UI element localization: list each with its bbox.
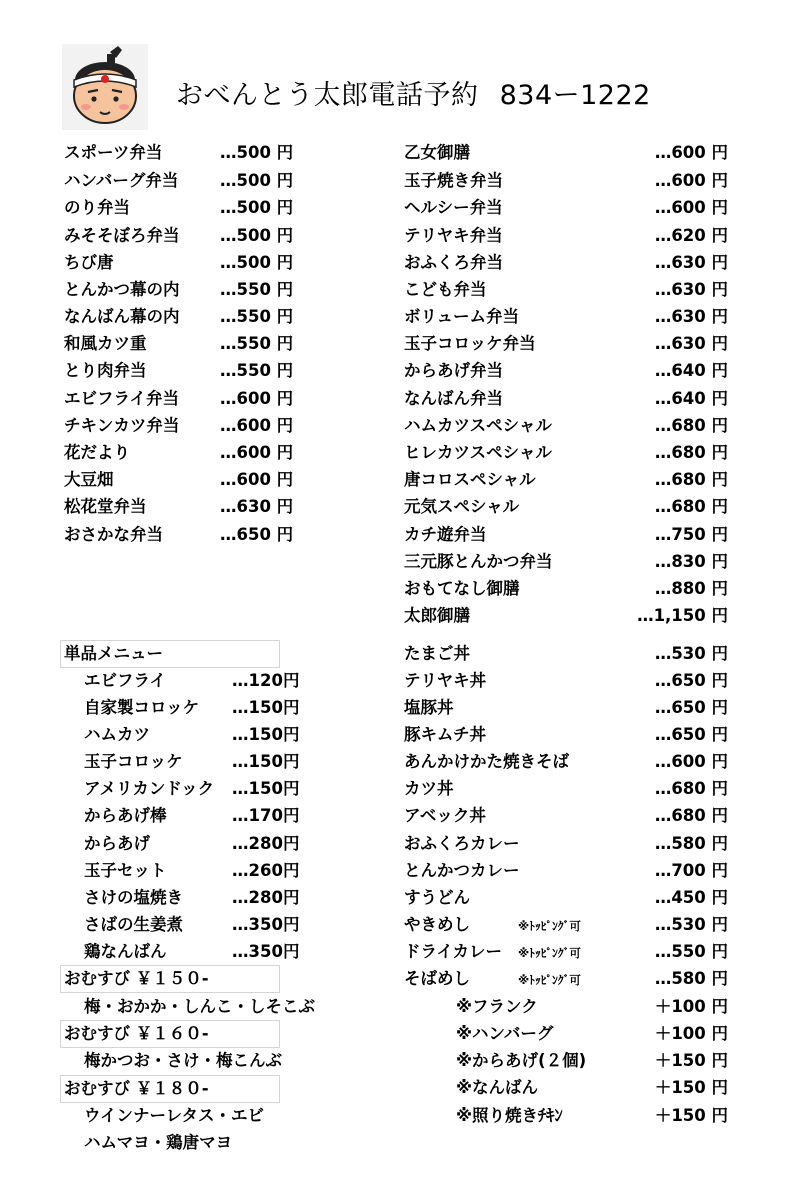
topping-item: ※なんばん — [456, 1078, 539, 1097]
menu-price: …680 円 — [654, 779, 728, 798]
menu-price: …880 円 — [654, 579, 728, 598]
menu-item: 豚キムチ丼 — [404, 725, 487, 744]
menu-price: …600 円 — [220, 470, 294, 489]
menu-price: …750 円 — [654, 525, 728, 544]
shop-title — [176, 73, 651, 112]
phone-number: 834ー1222 — [499, 80, 651, 111]
menu-item: 乙女御膳 — [404, 143, 470, 162]
menu-price: …550 円 — [220, 280, 294, 299]
menu-item: アベック丼 — [404, 806, 486, 825]
menu-item: ヒレカツスペシャル — [404, 443, 552, 462]
omusubi-heading: おむすび ￥１８０- — [60, 1075, 280, 1103]
menu-item: スポーツ弁当 — [64, 143, 163, 162]
menu-item: やきめし — [404, 915, 470, 934]
menu-item: ヘルシー弁当 — [404, 198, 503, 217]
menu-item: おもてなし御膳 — [404, 579, 520, 598]
menu-item: テリヤキ丼 — [404, 671, 487, 690]
omusubi-fillings: ハムマヨ・鶏唐マヨ — [84, 1133, 233, 1152]
menu-item: なんばん幕の内 — [64, 307, 180, 326]
menu-price: …600 円 — [220, 443, 294, 462]
menu-item: 和風カツ重 — [64, 334, 147, 353]
menu-price: …500 円 — [220, 226, 294, 245]
menu-price: …680 円 — [654, 470, 728, 489]
menu-price: …650 円 — [654, 698, 728, 717]
menu-item: ハンバーグ弁当 — [64, 171, 179, 190]
menu-item: ハムカツスペシャル — [404, 416, 552, 435]
topping-note: ※ﾄｯﾋﾟﾝｸﾞ可 — [518, 973, 581, 987]
menu-price: …830 円 — [654, 552, 728, 571]
menu-item: 太郎御膳 — [404, 606, 470, 625]
menu-price: …630 円 — [654, 280, 728, 299]
menu-item: 花だより — [64, 443, 130, 462]
menu-item: カチ遊弁当 — [404, 525, 487, 544]
menu-item: 玉子コロッケ弁当 — [404, 334, 536, 353]
menu-price: …680 円 — [654, 497, 728, 516]
menu-price: …640 円 — [654, 361, 728, 380]
menu-item: たまご丼 — [404, 644, 470, 663]
menu-item: 大豆畑 — [64, 470, 114, 489]
menu-price: …600 円 — [654, 198, 728, 217]
menu-item: さけの塩焼き — [84, 888, 183, 907]
taro-mascot-logo — [62, 44, 148, 130]
menu-price: …530 円 — [654, 915, 728, 934]
menu-item: テリヤキ弁当 — [404, 226, 503, 245]
menu-item: ちび唐 — [64, 253, 114, 272]
menu-price: …170円 — [232, 806, 300, 825]
menu-price: …550 円 — [654, 942, 728, 961]
menu-item: カツ丼 — [404, 779, 454, 798]
menu-price: …580 円 — [654, 834, 728, 853]
menu-price: …630 円 — [654, 307, 728, 326]
menu-item: 玉子焼き弁当 — [404, 171, 503, 190]
menu-item: 鶏なんばん — [84, 942, 167, 961]
menu-price: …680 円 — [654, 806, 728, 825]
menu-item: みそそぼろ弁当 — [64, 226, 180, 245]
menu-price: …150円 — [232, 779, 300, 798]
menu-item: 唐コロスペシャル — [404, 470, 536, 489]
topping-price: ＋150 円 — [654, 1078, 728, 1097]
menu-price: …500 円 — [220, 253, 294, 272]
menu-price: …650 円 — [654, 725, 728, 744]
shop-name: おべんとう太郎電話予約 — [176, 80, 479, 111]
menu-price: …600 円 — [654, 752, 728, 771]
menu-item: さばの生姜煮 — [84, 915, 183, 934]
topping-item: ※照り焼きﾁｷﾝ — [456, 1106, 563, 1125]
menu-price: …150円 — [232, 752, 300, 771]
topping-item: ※からあげ(２個) — [456, 1051, 587, 1070]
menu-price: …500 円 — [220, 171, 294, 190]
menu-item: なんばん弁当 — [404, 389, 503, 408]
menu-item: からあげ弁当 — [404, 361, 503, 380]
menu-item: 玉子セット — [84, 861, 167, 880]
menu-price: …500 円 — [220, 143, 294, 162]
menu-price: …280円 — [232, 888, 300, 907]
menu-item: ハムカツ — [84, 725, 150, 744]
menu-price: …1,150 円 — [637, 606, 728, 625]
menu-item: ボリューム弁当 — [404, 307, 520, 326]
omusubi-heading: おむすび ￥１６０- — [60, 1020, 280, 1048]
menu-item: エビフライ弁当 — [64, 389, 180, 408]
menu-price: …120円 — [232, 671, 300, 690]
menu-price: …630 円 — [654, 334, 728, 353]
menu-item: 元気スペシャル — [404, 497, 520, 516]
menu-item: とんかつ幕の内 — [64, 280, 180, 299]
menu-item: おさかな弁当 — [64, 525, 163, 544]
menu-item: アメリカンドック — [84, 779, 215, 798]
menu-price: …600 円 — [220, 416, 294, 435]
menu-price: …630 円 — [220, 497, 294, 516]
menu-item: おふくろカレー — [404, 834, 520, 853]
menu-price: …600 円 — [654, 171, 728, 190]
menu-item: すうどん — [404, 888, 470, 907]
menu-item: エビフライ — [84, 671, 167, 690]
omusubi-fillings: ウインナーレタス・エビ — [84, 1106, 265, 1125]
menu-price: …450 円 — [654, 888, 728, 907]
menu-item: チキンカツ弁当 — [64, 416, 180, 435]
menu-item: おふくろ弁当 — [404, 253, 503, 272]
topping-price: ＋150 円 — [654, 1106, 728, 1125]
menu-price: …530 円 — [654, 644, 728, 663]
menu-price: …500 円 — [220, 198, 294, 217]
menu-price: …630 円 — [654, 253, 728, 272]
menu-item: 玉子コロッケ — [84, 752, 183, 771]
topping-price: ＋100 円 — [654, 1024, 728, 1043]
topping-price: ＋150 円 — [654, 1051, 728, 1070]
menu-item: とり肉弁当 — [64, 361, 147, 380]
menu-price: …600 円 — [220, 389, 294, 408]
menu-item: のり弁当 — [64, 198, 130, 217]
omusubi-heading: おむすび ￥１５０- — [60, 965, 280, 993]
menu-price: …550 円 — [220, 361, 294, 380]
menu-item: 自家製コロッケ — [84, 698, 200, 717]
topping-note: ※ﾄｯﾋﾟﾝｸﾞ可 — [518, 919, 581, 933]
menu-item: からあげ — [84, 834, 150, 853]
menu-price: …280円 — [232, 834, 300, 853]
menu-price: …150円 — [232, 725, 300, 744]
menu-item: からあげ棒 — [84, 806, 167, 825]
menu-price: …650 円 — [220, 525, 294, 544]
topping-item: ※ハンバーグ — [456, 1024, 554, 1043]
menu-item: ドライカレー — [404, 942, 503, 961]
menu-price: …680 円 — [654, 416, 728, 435]
menu-price: …680 円 — [654, 443, 728, 462]
omusubi-fillings: 梅・おかか・しんこ・しそこぶ — [84, 997, 315, 1016]
menu-price: …640 円 — [654, 389, 728, 408]
menu-price: …350円 — [232, 942, 300, 961]
menu-price: …650 円 — [654, 671, 728, 690]
menu-item: 松花堂弁当 — [64, 497, 147, 516]
topping-price: ＋100 円 — [654, 997, 728, 1016]
topping-note: ※ﾄｯﾋﾟﾝｸﾞ可 — [518, 946, 581, 960]
menu-price: …260円 — [232, 861, 300, 880]
menu-price: …550 円 — [220, 307, 294, 326]
menu-price: …550 円 — [220, 334, 294, 353]
menu-item: こども弁当 — [404, 280, 487, 299]
menu-item: とんかつカレー — [404, 861, 520, 880]
menu-price: …600 円 — [654, 143, 728, 162]
single-menu-heading: 単品メニュー — [60, 640, 280, 668]
menu-price: …580 円 — [654, 969, 728, 988]
menu-item: そばめし — [404, 969, 470, 988]
omusubi-fillings: 梅かつお・さけ・梅こんぶ — [84, 1051, 282, 1070]
menu-price: …350円 — [232, 915, 300, 934]
menu-price: …150円 — [232, 698, 300, 717]
topping-item: ※フランク — [456, 997, 538, 1016]
menu-item: 三元豚とんかつ弁当 — [404, 552, 553, 571]
menu-price: …700 円 — [654, 861, 728, 880]
menu-item: 塩豚丼 — [404, 698, 454, 717]
menu-item: あんかけかた焼きそば — [404, 752, 569, 771]
menu-price: …620 円 — [654, 226, 728, 245]
